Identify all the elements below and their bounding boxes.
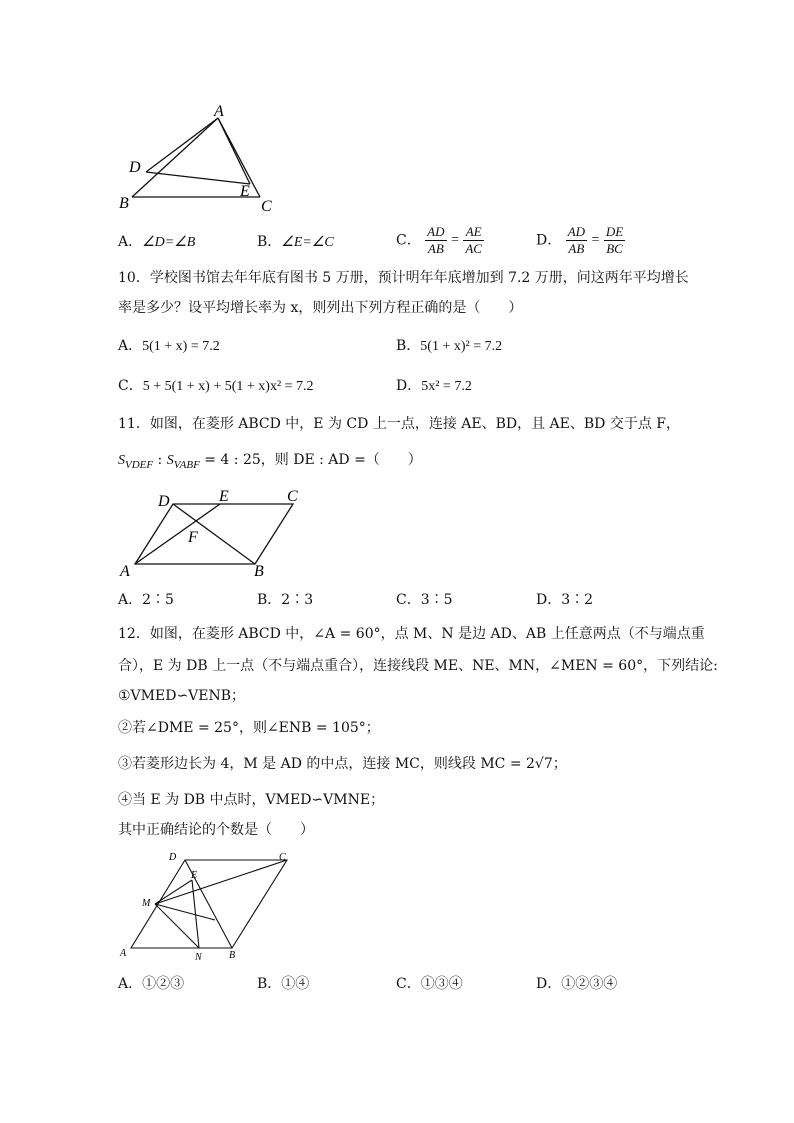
- q12-option-a-text: ①②③: [142, 976, 185, 992]
- q11-label-f: F: [188, 529, 198, 546]
- q10-option-d-label: D．: [396, 378, 422, 394]
- q11-option-d[interactable]: D．3∶2: [536, 592, 594, 608]
- q11-option-a-text: 2∶5: [142, 592, 174, 608]
- q10-option-a-text: 5(1 + x) = 7.2: [142, 339, 220, 354]
- q10-option-c-label: C．: [118, 378, 143, 394]
- q11-label-a: A: [120, 563, 130, 580]
- q11-label-e: E: [219, 488, 229, 505]
- q10-option-a[interactable]: [118, 336, 220, 357]
- q12-label-a: A: [120, 948, 127, 959]
- q10-option-d-text: 5x² = 7.2: [421, 379, 472, 394]
- q10-option-c-text: 5 + 5(1 + x) + 5(1 + x)x² = 7.2: [142, 379, 314, 394]
- q10-stem-line2: 率是多少？设平均增长率为 x，则列出下列方程正确的是（ ）: [118, 300, 523, 316]
- q11-option-d-text: 3∶2: [561, 592, 594, 608]
- q9-label-e: E: [240, 183, 250, 200]
- q9-option-d-label: D．: [536, 232, 562, 249]
- q9-label-b: B: [119, 195, 129, 212]
- q12-stem-line1: 12．如图，在菱形 ABCD 中，∠A = 60°，点 M、N 是边 AD、AB 上任意两点（不与端点重: [118, 626, 705, 642]
- q12-option-d-text: ①②③④: [561, 976, 618, 992]
- q9-option-c-label: C．: [396, 232, 421, 249]
- q10-option-d[interactable]: [396, 376, 472, 397]
- q9-label-d: D: [129, 159, 141, 176]
- q11-option-b-text: 2∶3: [281, 592, 314, 608]
- q12-label-n: N: [195, 952, 202, 963]
- q12-label-d: D: [169, 852, 177, 863]
- q9-option-b-label: B．: [257, 234, 282, 250]
- q9-option-c-frac2: $\frac{AE}{AC}$: [465, 224, 482, 256]
- q9-label-c: C: [261, 198, 272, 215]
- q10-option-c[interactable]: [118, 376, 314, 397]
- q10-option-a-label: A．: [118, 338, 143, 354]
- q11-stem-line2: $S_{VDEF}$ : $S_{VABF} = 4$ : 25，则 DE : AD =（ ）: [118, 452, 422, 471]
- q12-conclusion-2: ②若∠DME = 25°，则∠ENB = 105°；: [118, 720, 380, 736]
- q12-label-c: C: [279, 852, 286, 863]
- q11-option-a[interactable]: A．2∶5: [118, 592, 174, 608]
- q12-conclusion-1: ①VMED∽VENB；: [118, 688, 246, 704]
- q11-option-c[interactable]: C．3∶5: [396, 592, 453, 608]
- q12-option-b-text: ①④: [281, 976, 310, 992]
- q9-option-b[interactable]: [257, 232, 334, 253]
- q12-label-m: M: [142, 898, 151, 909]
- q9-label-a: A: [214, 103, 224, 120]
- q12-option-c-text: ①③④: [420, 976, 463, 992]
- q12-option-a[interactable]: A．①②③: [118, 976, 185, 992]
- q12-option-c[interactable]: C．①③④: [396, 976, 463, 992]
- q12-option-d[interactable]: D．①②③④: [536, 976, 618, 992]
- q12-conclusion-3: ③若菱形边长为 4，M 是 AD 的中点，连接 MC，则线段 MC = 2√7；: [118, 756, 567, 772]
- q12-conclusion-4: ④当 E 为 DB 中点时，VMED∽VMNE；: [118, 792, 385, 808]
- q10-stem-line1: 10．学校图书馆去年年底有图书 5 万册，预计明年年底增加到 7.2 万册，问这两年平均增长: [118, 270, 689, 286]
- q12-question: 其中正确结论的个数是（ ）: [118, 822, 314, 838]
- q9-option-a-text: ∠D=∠B: [142, 235, 196, 250]
- q11-label-b: B: [254, 563, 264, 580]
- q9-triangle-figure: [110, 100, 290, 215]
- q10-option-b-text: 5(1 + x)² = 7.2: [420, 339, 503, 354]
- q12-label-b: B: [229, 950, 236, 961]
- q11-option-b[interactable]: B．2∶3: [257, 592, 314, 608]
- q9-option-a-label: A．: [118, 234, 143, 250]
- q11-label-c: C: [287, 488, 298, 505]
- q11-label-d: D: [158, 493, 170, 510]
- q10-option-b[interactable]: [396, 336, 502, 357]
- q9-option-d[interactable]: D． $\frac{AD}{AB}$ = $\frac{DE}{BC}$: [536, 224, 624, 256]
- q9-option-c-frac1: $\frac{AD}{AB}$: [427, 224, 445, 256]
- q9-option-d-frac1: $\frac{AD}{AB}$: [567, 224, 586, 256]
- q12-label-e: E: [191, 870, 198, 881]
- q10-option-b-label: B．: [396, 338, 421, 354]
- q9-option-b-text: ∠E=∠C: [281, 235, 334, 250]
- q12-stem-line2: 合），E 为 DB 上一点（不与端点重合），连接线段 ME、NE、MN，∠MEN = 60°，下列结论:: [118, 658, 718, 674]
- q12-option-b[interactable]: B．①④: [257, 976, 310, 992]
- q11-option-c-text: 3∶5: [420, 592, 453, 608]
- q11-rhombus-figure: [110, 484, 320, 580]
- q9-option-d-frac2: $\frac{DE}{BC}$: [605, 224, 624, 256]
- q12-rhombus-figure: [115, 848, 315, 963]
- q9-option-a[interactable]: [118, 232, 195, 253]
- q9-option-c[interactable]: C． $\frac{AD}{AB}$ = $\frac{AE}{AC}$: [396, 224, 482, 256]
- q11-stem-line1: 11．如图，在菱形 ABCD 中，E 为 CD 上一点，连接 AE、BD，且 AE、BD 交于点 F，: [118, 416, 681, 432]
